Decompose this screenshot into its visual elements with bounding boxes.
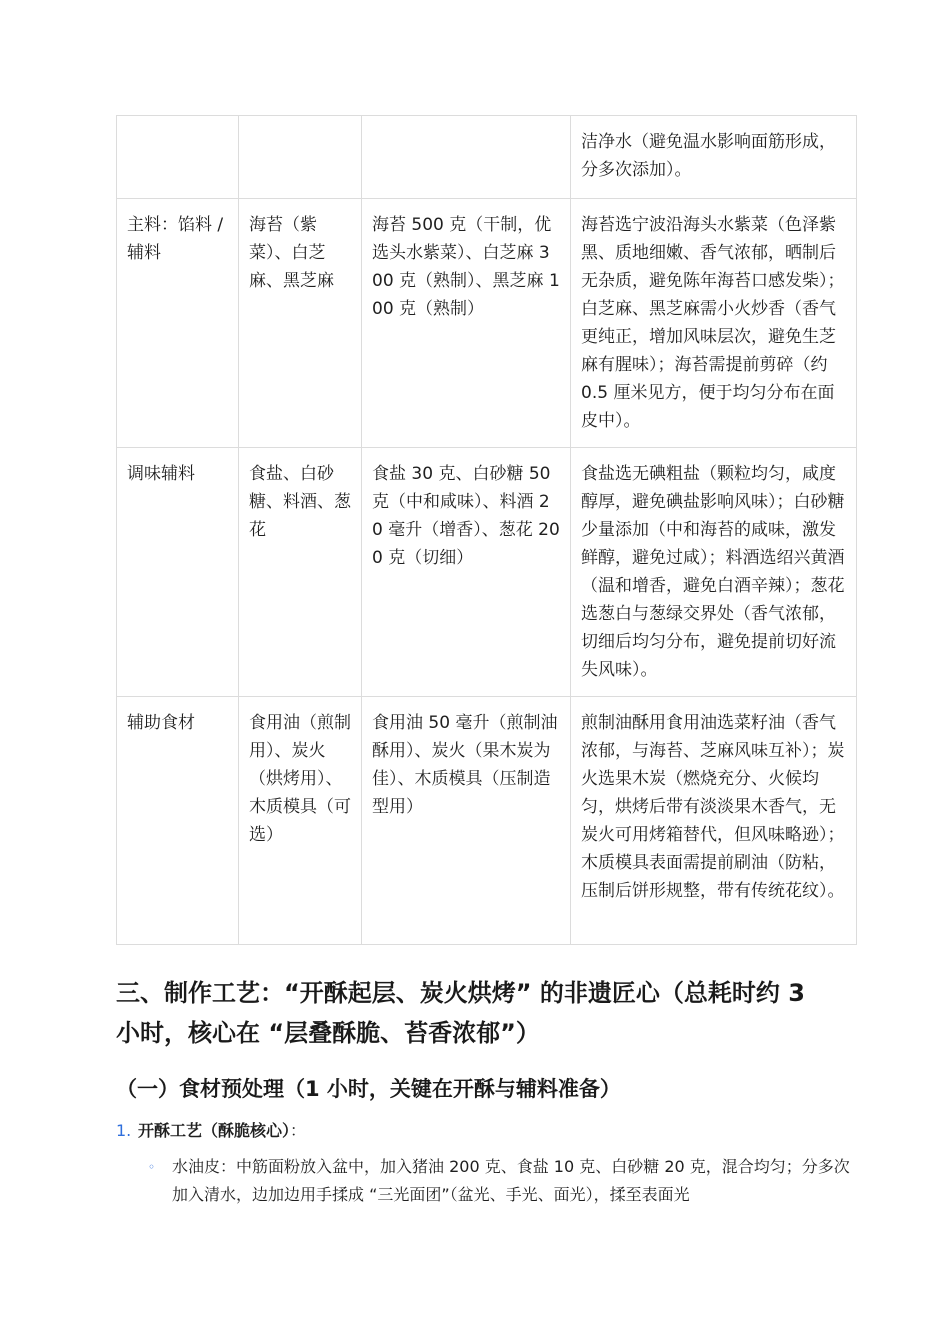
table-cell-category: 调味辅料 [117,448,239,697]
list-item-text: 水油皮：中筋面粉放入盆中，加入猪油 200 克、食盐 10 克、白砂糖 20 克，混合均匀；分多次加入清水，边加边用手揉成 “三光面团”（盆光、手光、面光），揉至表面光 [172,1157,850,1204]
table-cell-amount: 食盐 30 克、白砂糖 50 克（中和咸味）、料酒 20 毫升（增香）、葱花 200 克（切细） [362,448,571,697]
table-cell-ingredient: 食盐、白砂糖、料酒、葱花 [239,448,362,697]
document-page [116,115,856,1209]
list-item-colon: ： [290,1121,307,1140]
table-cell-amount [362,116,571,199]
table-cell-ingredient: 海苔（紫菜）、白芝麻、黑芝麻 [239,199,362,448]
table-cell-amount: 食用油 50 毫升（煎制油酥用）、炭火（果木炭为佳）、木质模具（压制造型用） [362,697,571,945]
table-row [117,697,857,945]
table-cell-amount: 海苔 500 克（干制，优选头水紫菜）、白芝麻 300 克（熟制）、黑芝麻 100 克（熟制） [362,199,571,448]
table-cell-notes: 洁净水（避免温水影响面筋形成，分多次添加）。 [571,116,857,199]
list-item [116,1117,856,1145]
section-heading: 三、制作工艺：“开酥起层、炭火烘烤” 的非遗匠心（总耗时约 3 小时，核心在 “层叠酥脆、苔香浓郁”） [116,979,805,1047]
ingredients-table [116,115,857,945]
sub-heading: （一）食材预处理（1 小时，关键在开酥与辅料准备） [116,1077,621,1101]
table-cell-ingredient: 食用油（煎制用）、炭火（烘烤用）、木质模具（可选） [239,697,362,945]
hollow-circle-bullet-icon: ◦ [148,1160,156,1174]
table-cell-notes: 煎制油酥用食用油选菜籽油（香气浓郁，与海苔、芝麻风味互补）；炭火选果木炭（燃烧充分、火候均匀，烘烤后带有淡淡果木香气，无炭火可用烤箱替代，但风味略逊）；木质模具表面需提前刷油（防粘，压制后饼形规整，带有传统花纹）。 [571,697,857,945]
table-cell-category: 辅助食材 [117,697,239,945]
table-cell-category [117,116,239,199]
list-item [148,1153,856,1209]
table-row [117,199,857,448]
table-row [117,116,857,199]
list-number: 1. [116,1121,132,1140]
table-cell-notes: 海苔选宁波沿海头水紫菜（色泽紫黑、质地细嫩、香气浓郁，晒制后无杂质，避免陈年海苔口感发柴）；白芝麻、黑芝麻需小火炒香（香气更纯正，增加风味层次，避免生芝麻有腥味）；海苔需提前剪碎（约 0.5 厘米见方，便于均匀分布在面皮中）。 [571,199,857,448]
table-cell-notes: 食盐选无碘粗盐（颗粒均匀，咸度醇厚，避免碘盐影响风味）；白砂糖少量添加（中和海苔的咸味，激发鲜醇，避免过咸）；料酒选绍兴黄酒（温和增香，避免白酒辛辣）；葱花选葱白与葱绿交界处（香气浓郁，切细后均匀分布，避免提前切好流失风味）。 [571,448,857,697]
list-item-title: 开酥工艺（酥脆核心） [138,1121,291,1140]
table-row [117,448,857,697]
table-cell-category: 主料：馅料 / 辅料 [117,199,239,448]
table-cell-ingredient [239,116,362,199]
